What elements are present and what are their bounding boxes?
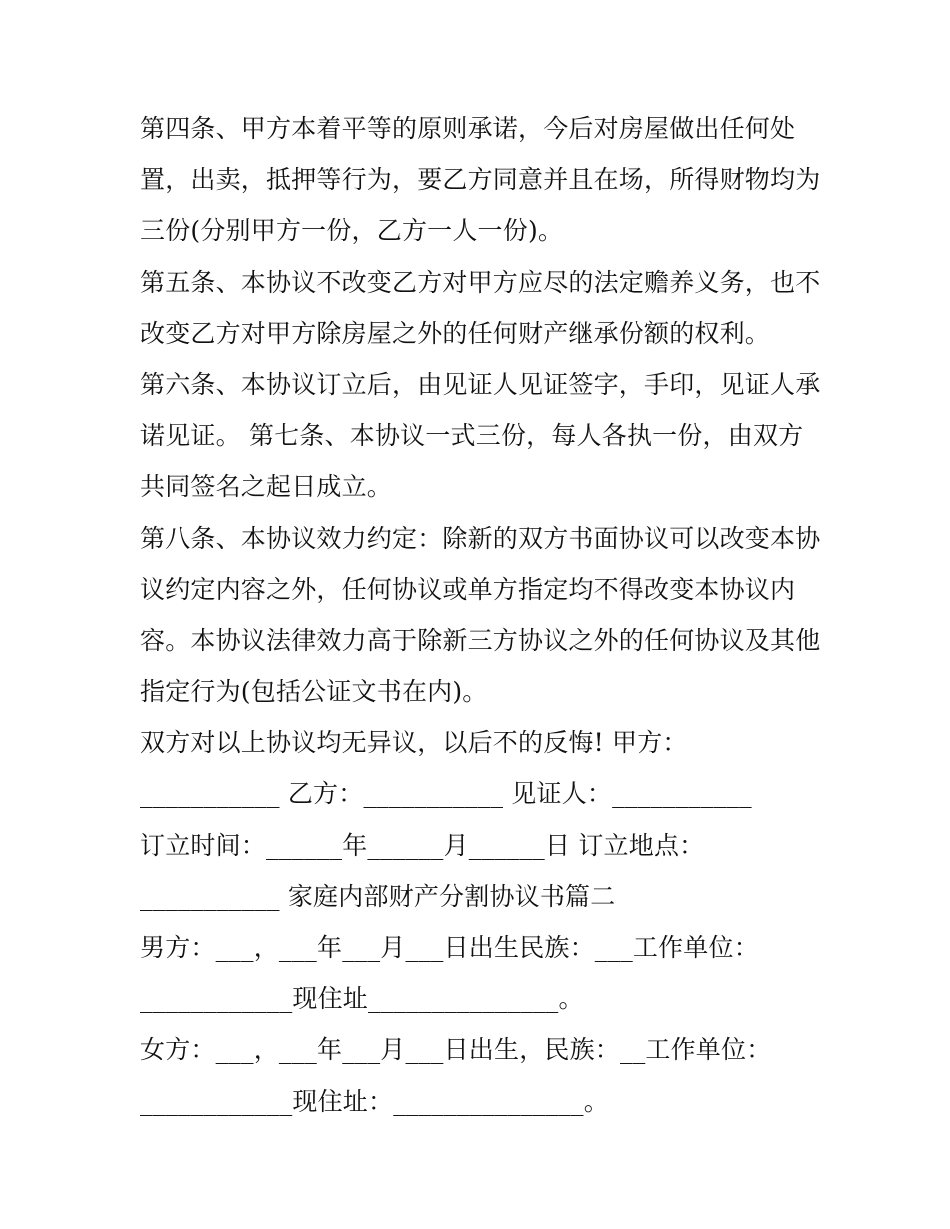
male-party-line: 男方：___，___年___月___日出生民族：___工作单位：	[140, 933, 759, 962]
text-line: 诺见证。 第七条、本协议一式三份，每人各执一份，由双方	[140, 421, 804, 451]
text-line: 第五条、本协议不改变乙方对甲方应尽的法定赡养义务，也不	[140, 267, 820, 297]
date-place-line: 订立时间：______年______月______日 订立地点：	[140, 830, 705, 860]
text-line: 第四条、甲方本着平等的原则承诺，今后对房屋做出任何处	[140, 114, 796, 143]
female-address-line: ____________现住址：_______________。	[140, 1086, 609, 1116]
text-line: 容。本协议法律效力高于除新三方协议之外的任何协议及其他	[140, 625, 820, 655]
text-line: 三份(分别甲方一份，乙方一人一份)。	[140, 216, 564, 246]
signature-line: ___________ 乙方：___________ 见证人：___________	[140, 779, 752, 809]
text-line: 共同签名之起日成立。	[140, 472, 393, 502]
male-address-line: ____________现住址_______________。	[140, 984, 584, 1014]
text-line: 置，出卖，抵押等行为，要乙方同意并且在场，所得财物均为	[140, 165, 820, 195]
female-party-line: 女方：___，___年___月___日出生，民族：__工作单位：	[140, 1035, 772, 1065]
section-title-line: ___________ 家庭内部财产分割协议书篇二	[140, 881, 616, 911]
agreement-text	[140, 103, 820, 1127]
text-line: 第六条、本协议订立后，由见证人见证签字，手印，见证人承	[140, 369, 820, 399]
text-line: 双方对以上协议均无异议，以后不的反悔! 甲方：	[140, 728, 688, 758]
text-line: 议约定内容之外，任何协议或单方指定均不得改变本协议内	[140, 574, 796, 604]
text-line: 第八条、本协议效力约定：除新的双方书面协议可以改变本协	[140, 523, 820, 553]
text-line: 改变乙方对甲方除房屋之外的任何财产继承份额的权利。	[140, 318, 771, 348]
text-line: 指定行为(包括公证文书在内)。	[140, 677, 488, 707]
